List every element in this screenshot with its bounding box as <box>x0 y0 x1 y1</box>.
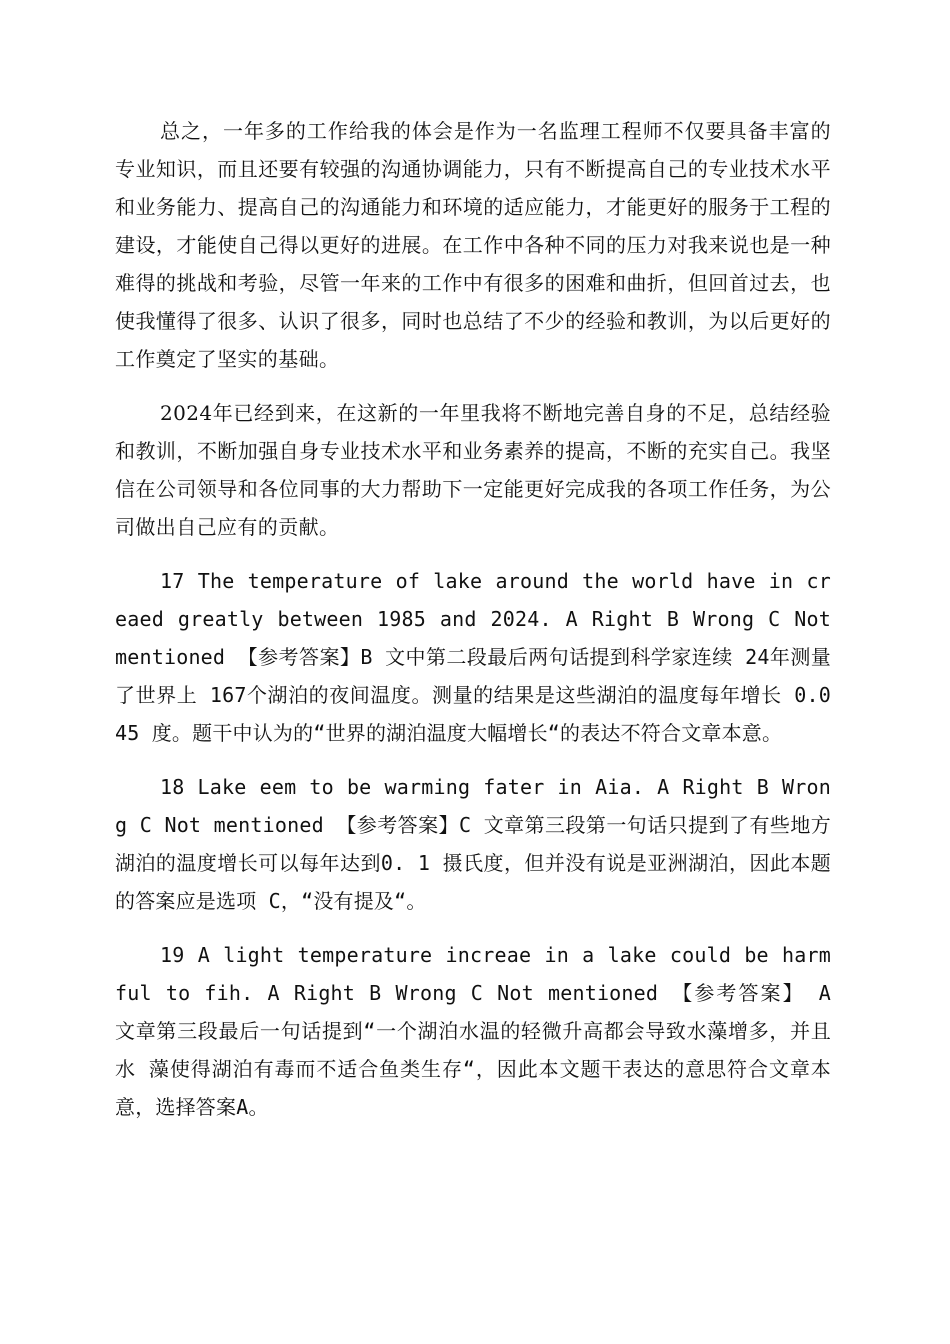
paragraph-summary: 总之，一年多的工作给我的体会是作为一名监理工程师不仅要具备丰富的专业知识，而且还要有较强的沟通协调能力，只有不断提高自己的专业技术水平和业务能力、提高自己的沟通能力和环境的适应能力，才能更好的服务于工程的建设，才能使自己得以更好的进展。在工作中各种不同的压力对我来说也是一种难得的挑战和考验，尽管一年来的工作中有很多的困难和曲折，但回首过去，也使我懂得了很多、认识了很多，同时也总结了不少的经验和教训，为以后更好的工作奠定了坚实的基础。 <box>115 119 831 371</box>
question-18: 18 Lake eem to be warming fater in Aia. A Right B Wrong C Not mentioned 【参考答案】C 文章第三段第一句话只提到了有些地方湖泊的温度增长可以每年达到0. 1 摄氏度，但并没有说是亚洲湖泊，因此本题的答案应是选项 C，“没有提及“。 <box>115 775 831 913</box>
document-page <box>115 112 831 1142</box>
paragraph-new-year: 2024年已经到来，在这新的一年里我将不断地完善自身的不足，总结经验和教训，不断加强自身专业技术水平和业务素养的提高，不断的充实自己。我坚信在公司领导和各位同事的大力帮助下一定能更好完成我的各项工作任务，为公司做出自己应有的贡献。 <box>115 401 831 539</box>
question-19: 19 A light temperature increae in a lake could be harmful to fih. A Right B Wrong C Not mentioned 【参考答案】 A 文章第三段最后一句话提到“一个湖泊水温的轻微升高都会导致水藻增多，并且水 藻使得湖泊有毒而不适合鱼类生存“，因此本文题干表达的意思符合文章本意，选择答案A。 <box>115 943 831 1119</box>
question-17: 17 The temperature of lake around the world have in creaed greatly between 1985 and 2024. A Right B Wrong C Not mentioned 【参考答案】B 文中第二段最后两句话提到科学家连续 24年测量了世界上 167个湖泊的夜间温度。测量的结果是这些湖泊的温度每年增长 0.045 度。题干中认为的“世界的湖泊温度大幅增长“的表达不符合文章本意。 <box>115 569 831 745</box>
